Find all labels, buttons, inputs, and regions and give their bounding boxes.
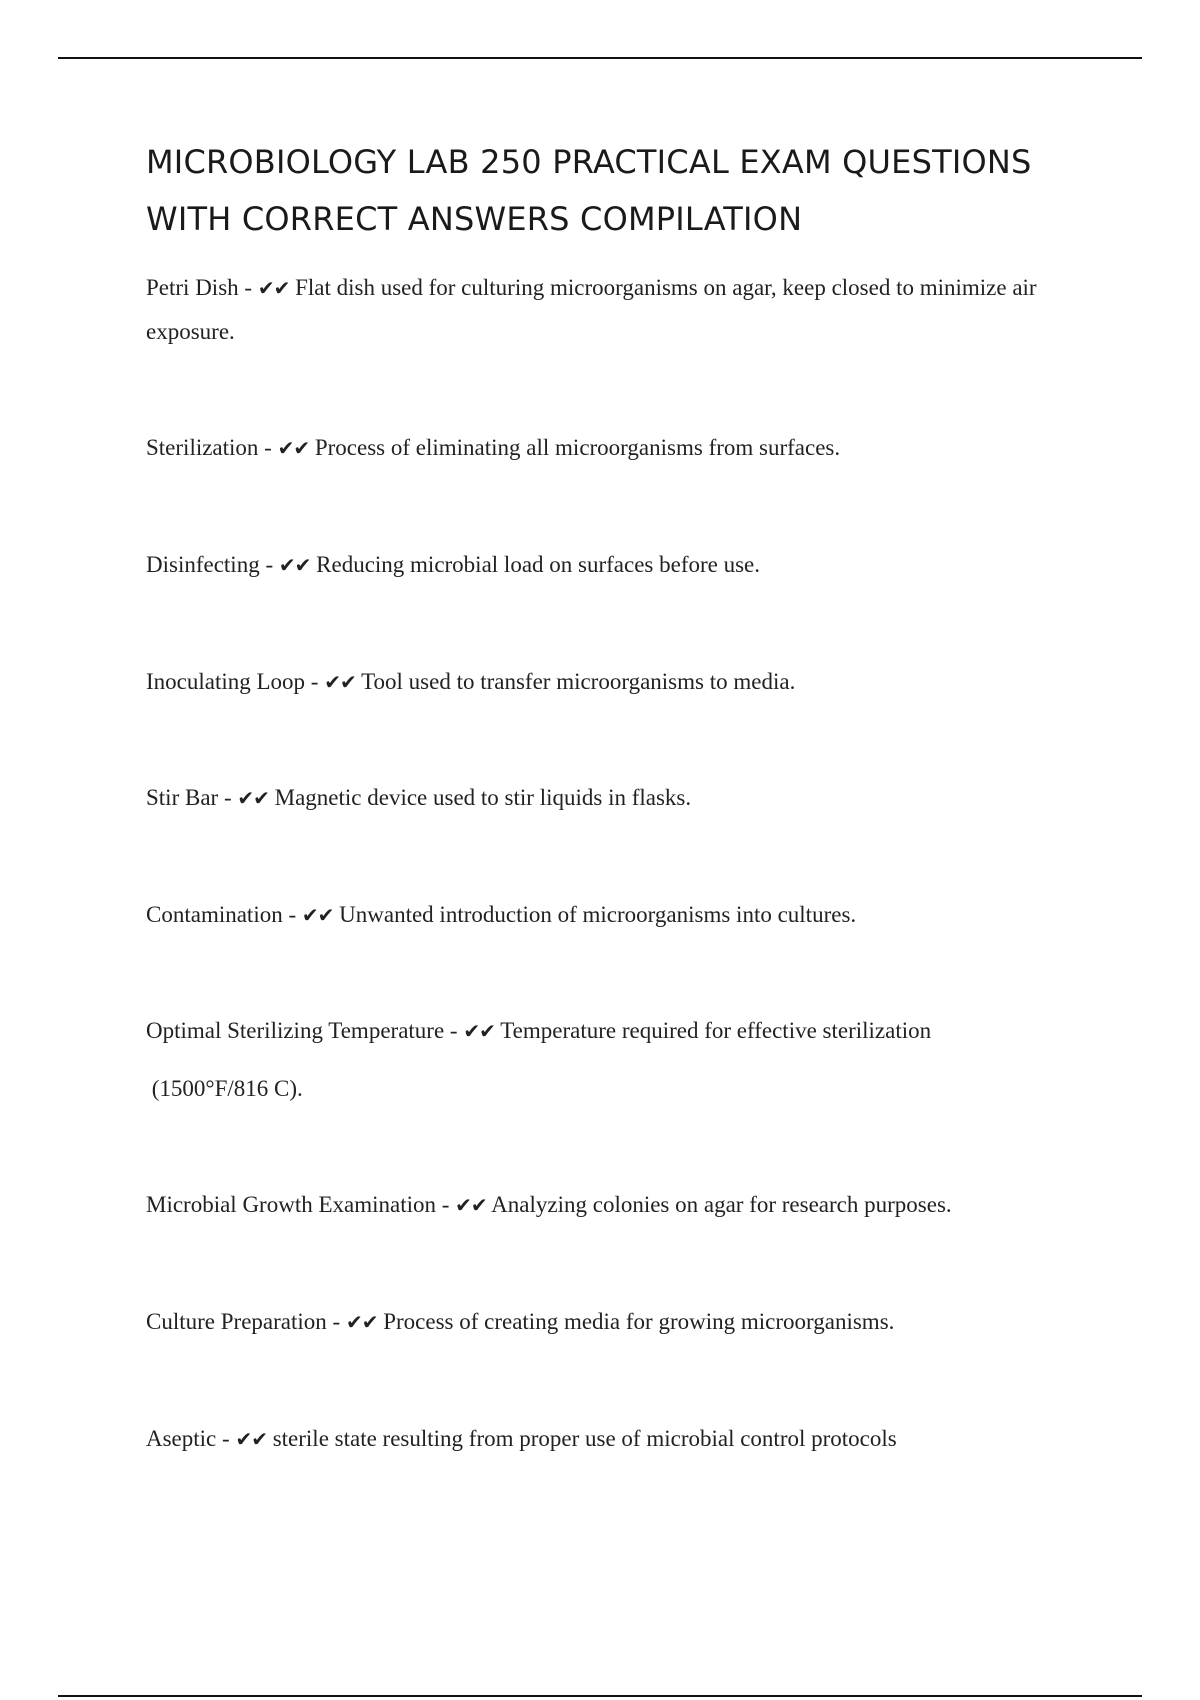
entry-definition-continued (146, 1067, 1076, 1110)
entry-separator: - (326, 1309, 346, 1334)
entry-definition: Process of creating media for growing microorganisms. (383, 1309, 895, 1334)
entry-term: Inoculating Loop (146, 669, 306, 694)
entry-inoculating-loop (146, 660, 1076, 704)
top-divider (58, 57, 1142, 59)
entry-term: Disinfecting (146, 552, 260, 577)
entry-separator: - (216, 1426, 236, 1451)
entry-optimal-sterilizing-temperature (146, 1009, 1076, 1110)
check-mark-icon: ✔✔ (463, 1019, 495, 1043)
check-mark-icon: ✔✔ (324, 670, 356, 694)
entry-definition: Magnetic device used to stir liquids in flasks. (274, 785, 692, 810)
entry-definition: Process of eliminating all microorganisms from surfaces. (314, 435, 841, 460)
entry-definition: sterile state resulting from proper use of microbial control protocols (272, 1426, 897, 1451)
entry-aseptic (146, 1417, 1076, 1461)
entry-separator: - (282, 902, 302, 927)
entry-separator: - (238, 275, 258, 300)
check-mark-icon: ✔✔ (235, 1427, 267, 1451)
entry-separator: - (444, 1018, 464, 1043)
entry-petri-dish (146, 266, 1076, 353)
entry-microbial-growth-examination (146, 1183, 1076, 1227)
check-mark-icon: ✔✔ (455, 1193, 487, 1217)
entry-term: Petri Dish (146, 275, 239, 300)
entry-term: Stir Bar (146, 785, 219, 810)
temperature-value: (1500°F/816 C). (151, 1076, 303, 1101)
entry-culture-preparation (146, 1300, 1076, 1344)
entry-definition: Flat dish used for culturing microorganisms on agar, keep closed to minimize air exposure. (146, 275, 1037, 344)
entry-term: Sterilization (146, 435, 259, 460)
entry-definition: Tool used to transfer microorganisms to media. (361, 669, 796, 694)
entry-term: Culture Preparation (146, 1309, 327, 1334)
entry-term: Optimal Sterilizing Temperature (146, 1018, 445, 1043)
bottom-divider (58, 1695, 1142, 1697)
entry-stir-bar (146, 776, 1076, 820)
entry-separator: - (259, 552, 279, 577)
check-mark-icon: ✔✔ (257, 276, 290, 300)
entry-definition: Reducing microbial load on surfaces before use. (316, 552, 761, 577)
check-mark-icon: ✔✔ (237, 786, 269, 810)
entry-separator: - (305, 669, 325, 694)
entry-separator: - (218, 785, 238, 810)
entry-term: Aseptic (146, 1426, 217, 1451)
check-mark-icon: ✔✔ (301, 903, 334, 927)
check-mark-icon: ✔✔ (277, 436, 310, 460)
entry-definition: Temperature required for effective sterilization (500, 1018, 932, 1043)
entry-contamination (146, 893, 1076, 937)
entry-term: Contamination (146, 902, 283, 927)
entry-separator: - (436, 1192, 456, 1217)
entry-sterilization (146, 426, 1076, 470)
check-mark-icon: ✔✔ (278, 553, 311, 577)
entry-definition: Analyzing colonies on agar for research purposes. (491, 1192, 952, 1217)
check-mark-icon: ✔✔ (345, 1310, 378, 1334)
entry-disinfecting (146, 543, 1076, 587)
entry-definition: Unwanted introduction of microorganisms into cultures. (339, 902, 857, 927)
entry-term: Microbial Growth Examination (146, 1192, 436, 1217)
document-title: MICROBIOLOGY LAB 250 PRACTICAL EXAM QUESTIONS WITH CORRECT ANSWERS COMPILATION (146, 143, 1032, 238)
entry-separator: - (258, 435, 278, 460)
